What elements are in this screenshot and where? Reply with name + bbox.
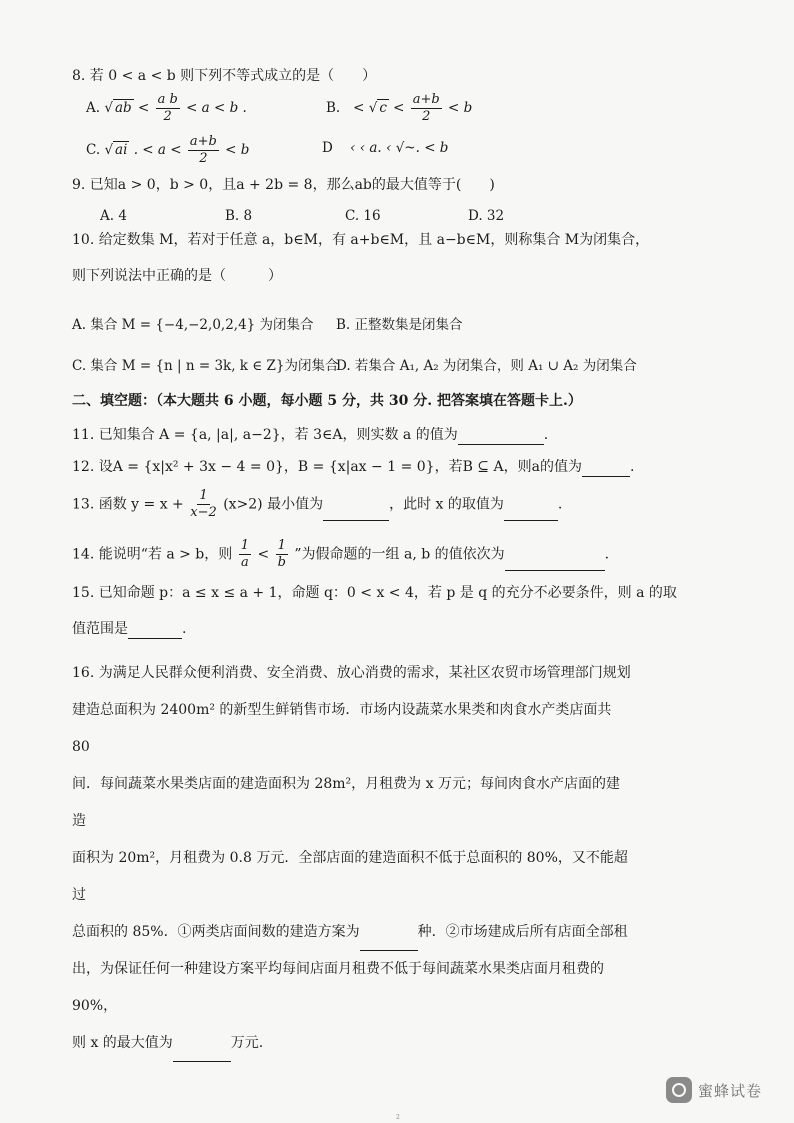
- q16-line-3: 间．每间蔬菜水果类店面的建造面积为 28m²，月租费为 x 万元；每间肉食水产店面的建造: [72, 776, 620, 829]
- q10-option-a: A. 集合 M = {−4,−2,0,2,4} 为闭集合: [72, 317, 314, 333]
- q10-option-d: D. 若集合 A₁, A₂ 为闭集合，则 A₁ ∪ A₂ 为闭集合: [336, 358, 637, 374]
- q8-a-sqrt: √ ab: [104, 100, 132, 116]
- q8-b-sqrt: √ c: [368, 100, 387, 116]
- q8-b-num: a+b: [412, 92, 440, 107]
- q9-option-c: C. 16: [345, 208, 381, 224]
- q16-plan-blank: [360, 936, 418, 951]
- q9-option-b: B. 8: [225, 208, 253, 224]
- q14-answer-blank: [505, 556, 605, 571]
- q13-mid: (x>2) 最小值为: [223, 496, 324, 513]
- q16-line-7: [72, 1025, 632, 1062]
- q11-text: 11. 已知集合 A = {a, |a|, a−2}，若 3∈A，则实数 a 的值为: [72, 427, 458, 443]
- q8-c-tail: < b: [225, 142, 250, 158]
- q13-fraction: [190, 488, 217, 521]
- q15-answer-blank: [128, 624, 182, 639]
- q16-line-5-text: 总面积的 85%．①两类店面间数的建造方案为: [72, 924, 360, 940]
- q10-stem-2: 则下列说法中正确的是（ ）: [72, 268, 282, 284]
- q13-mid2: ，此时 x 的取值为: [389, 496, 504, 513]
- q11-answer-blank: [458, 430, 544, 445]
- q14-den-2: b: [277, 555, 286, 570]
- q14-text: 14. 能说明“若 a > b，则: [72, 546, 233, 563]
- q8-c-label: C.: [86, 142, 101, 158]
- q11-period: .: [543, 427, 549, 443]
- q12-answer-blank: [582, 462, 630, 477]
- q8-c-den: 2: [199, 151, 208, 166]
- q14-num-1: 1: [240, 538, 249, 553]
- q13-text: 13. 函数 y = x +: [72, 496, 184, 513]
- q14-fraction-1: [239, 538, 251, 571]
- q15-line-2: [72, 619, 186, 639]
- q8-c-num: a+b: [189, 134, 217, 149]
- q16-line-5: [72, 914, 632, 951]
- q13-min-blank: [323, 506, 389, 521]
- q8-a-num: a b: [157, 92, 178, 107]
- q9-option-d: D. 32: [468, 208, 505, 224]
- q14-num-2: 1: [277, 538, 286, 553]
- q15-line-2-text: 值范围是: [72, 621, 128, 637]
- q8-b-lt: <: [393, 100, 405, 116]
- q8-d-text: ‹ ‹ a. ‹ √~. < b: [350, 140, 449, 156]
- q14-fraction-2: [276, 538, 288, 571]
- q8-c-fraction: [188, 134, 219, 167]
- q8-a-fraction: [156, 92, 180, 125]
- q16-line-7-text: 则 x 的最大值为: [72, 1035, 173, 1051]
- q14: [72, 538, 609, 571]
- q8-b-label: B.: [326, 100, 341, 116]
- q9-option-a: A. 4: [100, 208, 127, 224]
- q13-num: 1: [199, 488, 208, 503]
- section-2-heading: 二、填空题：（本大题共 6 小题，每小题 5 分，共 30 分. 把答案填在答题卡上.）: [72, 393, 582, 409]
- q16-line-4: 面积为 20m²，月租费为 0.8 万元．全部店面的建造面积不低于总面积的 80%，又不能超过: [72, 850, 628, 903]
- q16-line-5-tail: 种．②市场建成后所有店面全部租: [417, 924, 628, 940]
- q8-a-tail: < a < b .: [186, 100, 247, 116]
- q13-x-blank: [504, 506, 558, 521]
- q8-c-sqrt: √ ai: [104, 142, 128, 158]
- q14-lt: <: [257, 546, 270, 563]
- q15-period: .: [182, 621, 187, 637]
- q8-stem: 8. 若 0 < a < b 则下列不等式成立的是（ ）: [72, 68, 377, 84]
- q12-period: .: [629, 459, 635, 475]
- q8-d-label: D: [322, 140, 333, 156]
- q8-c-radicand: ai: [115, 142, 128, 158]
- q16: [72, 655, 632, 1062]
- bee-logo-icon: [666, 1077, 692, 1103]
- q8-b-tail: < b: [448, 100, 473, 116]
- q8-option-c: [86, 134, 249, 167]
- q15-line-1: 15. 已知命题 p：a ≤ x ≤ a + 1，命题 q：0 < x < 4，若 p 是 q 的充分不必要条件，则 a 的取: [72, 585, 677, 601]
- q10-stem: 10. 给定数集 M，若对于任意 a，b∈M，有 a+b∈M，且 a−b∈M，则称集合 M为闭集合，: [72, 232, 650, 248]
- q11: [72, 425, 548, 445]
- q12: [72, 457, 634, 477]
- q13-den: x−2: [190, 505, 217, 520]
- q8-a-lt: <: [137, 100, 150, 116]
- watermark-text: 蜜蜂试卷: [698, 1081, 763, 1100]
- q16-line-2: 建造总面积为 2400m² 的新型生鲜销售市场．市场内设蔬菜水果类和肉食水产类店面共 80: [72, 702, 612, 755]
- q14-mid: ”为假命题的一组 a, b 的值依次为: [294, 546, 505, 563]
- q8-a-den: 2: [163, 109, 172, 124]
- watermark-logo: [666, 1077, 762, 1103]
- q8-b-head: <: [353, 100, 365, 116]
- q13-period: .: [557, 496, 563, 513]
- q8-b-den: 2: [422, 109, 431, 124]
- q16-line-6: 出，为保证任何一种建设方案平均每间店面月租费不低于每间蔬菜水果类店面月租费的 90%，: [72, 961, 604, 1014]
- q13: [72, 488, 562, 521]
- q8-a-radicand: ab: [114, 100, 132, 116]
- q9-stem: 9. 已知a > 0，b > 0，且a + 2b = 8，那么ab的最大值等于( ): [72, 177, 495, 193]
- q10-option-b: B. 正整数集是闭集合: [336, 317, 463, 333]
- q16-max-blank: [173, 1047, 231, 1062]
- q14-den-1: a: [240, 555, 249, 570]
- q12-text: 12. 设A = {x|x² + 3x − 4 = 0}，B = {x|ax − 1 = 0}，若B ⊆ A，则a的值为: [72, 459, 582, 475]
- q10-option-c: C. 集合 M = {n | n = 3k, k ∈ Z}为闭集合: [72, 358, 339, 374]
- q8-option-d: [322, 138, 448, 158]
- q8-option-b: [326, 92, 472, 125]
- q16-line-1: 16. 为满足人民群众便利消费、安全消费、放心消费的需求，某社区农贸市场管理部门规划: [72, 665, 631, 681]
- q8-c-mid: . < a <: [133, 142, 182, 158]
- q8-b-fraction: [411, 92, 442, 125]
- q8-option-a: [86, 92, 247, 125]
- q8-b-radicand: c: [379, 100, 387, 116]
- q14-period: .: [604, 546, 610, 563]
- page-number: 2: [396, 1114, 400, 1121]
- q8-a-label: A.: [86, 100, 101, 116]
- q16-line-7-tail: 万元.: [230, 1035, 264, 1051]
